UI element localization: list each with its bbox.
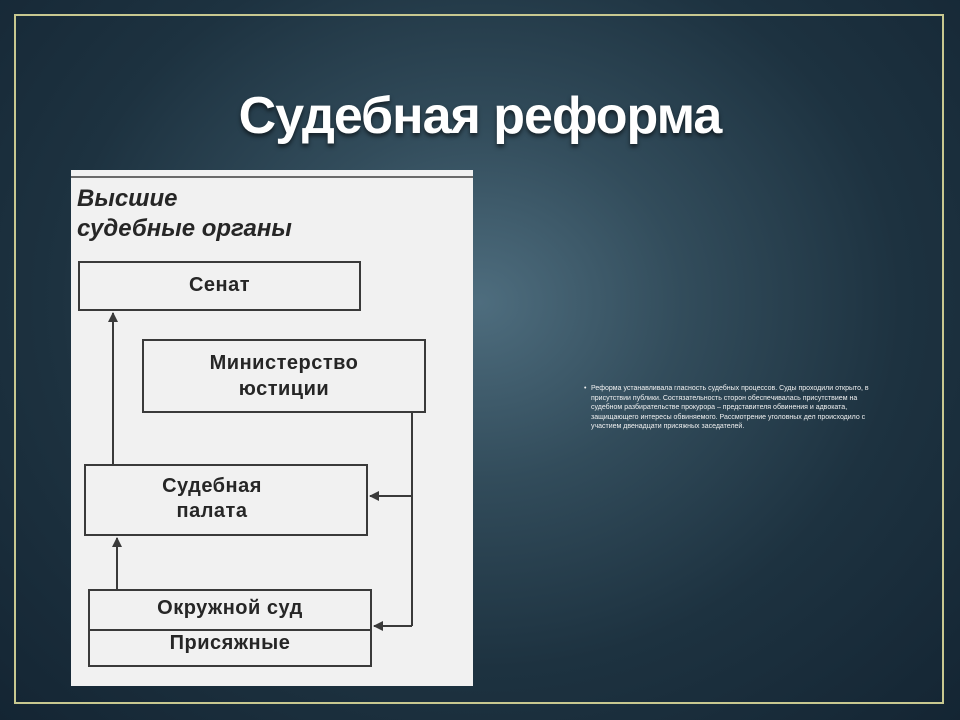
diagram-heading-line-1: Высшие bbox=[77, 185, 178, 212]
ministry-label-line-2: юстиции bbox=[238, 378, 330, 400]
ministry-label bbox=[143, 350, 425, 402]
bullet-marker: • bbox=[584, 385, 587, 392]
diagram-heading-line-2: судебные органы bbox=[77, 215, 292, 242]
senate-label: Сенат bbox=[188, 274, 251, 296]
reform-description-text: Реформа устанавливала гласность судебных процессов. Суды проходили открыто, в присутствии публики. Состязательность сторон обеспечивалась присутствием на судебном разбирательстве прокурора – представителя обвинения и адвоката, защищающего интересы обвиняемого. Рассмотрение уголовных дел происходило с участием двенадцати присяжных заседателей. bbox=[591, 385, 869, 430]
ministry-label-line-1: Министерство bbox=[209, 352, 359, 374]
reform-description bbox=[584, 384, 884, 432]
chamber-label-line-2: палата bbox=[176, 500, 248, 522]
jurors-label: Присяжные bbox=[169, 632, 291, 654]
chamber-label-line-1: Судебная bbox=[162, 475, 262, 497]
chamber-label bbox=[71, 474, 353, 524]
court-structure-diagram bbox=[71, 170, 473, 686]
district-label: Окружной суд bbox=[157, 597, 303, 619]
slide-title: Судебная реформа bbox=[238, 87, 722, 145]
